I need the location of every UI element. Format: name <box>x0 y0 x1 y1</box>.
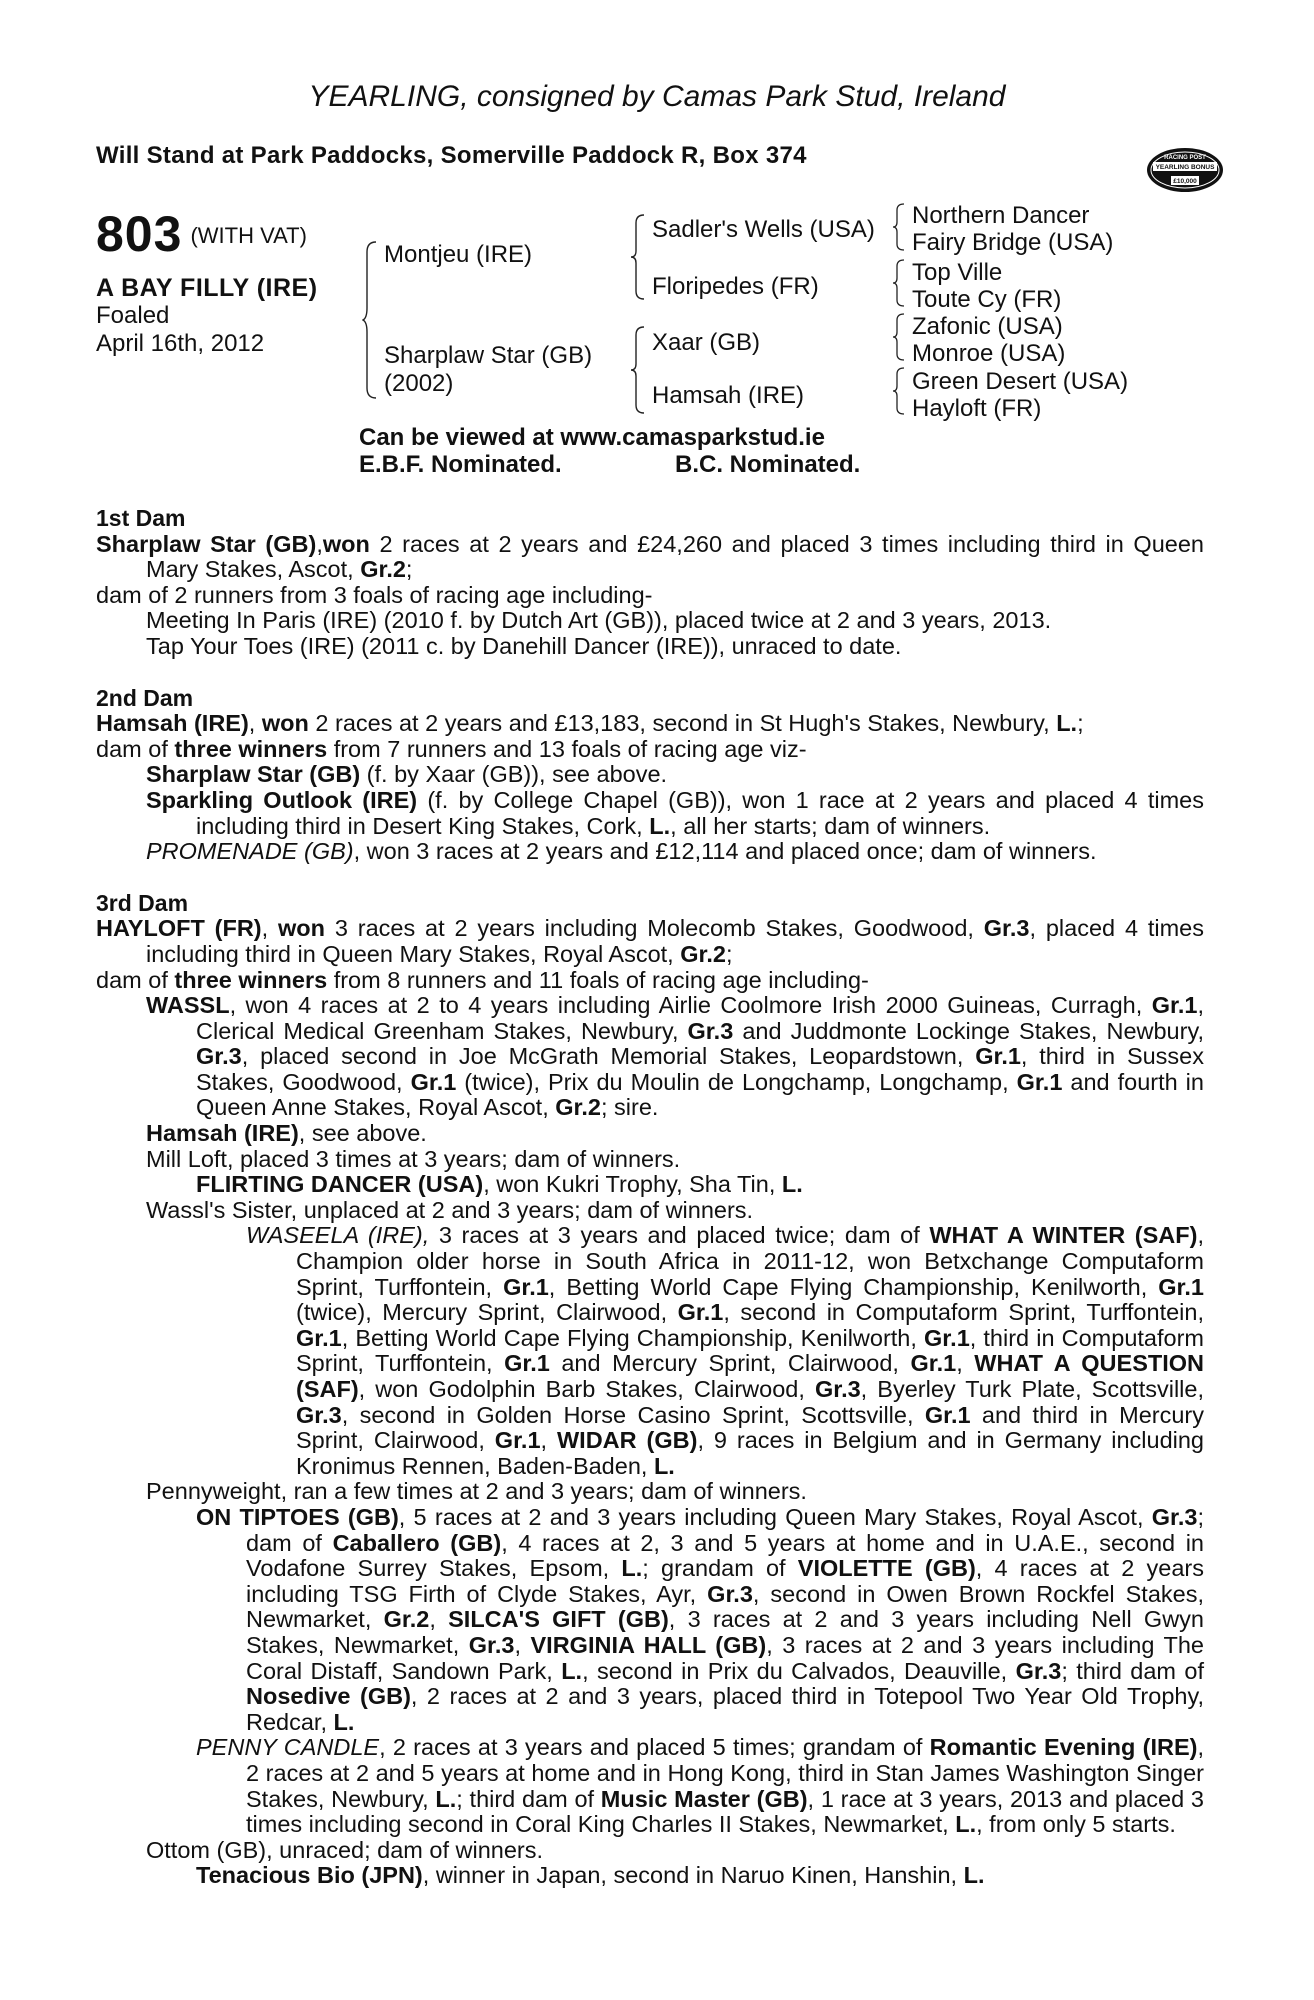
lot-description: A BAY FILLY (IRE) <box>96 274 318 302</box>
text-segment: , Clerical Medical Greenham Stakes, Newbury, <box>196 992 1204 1044</box>
bold-text: Gr.1 <box>494 1427 541 1454</box>
text-segment: , won 3 races at 2 years and £12,114 and placed once; dam of winners. <box>353 838 1097 865</box>
bold-text: Gr.1 <box>504 1350 550 1377</box>
ggp-2: Fairy Bridge (USA) <box>912 229 1114 256</box>
text-segment: , placed second in Joe McGrath Memorial Stakes, Leopardstown, <box>241 1043 976 1070</box>
dam-records <box>96 480 1204 1889</box>
bold-text: Gr.1 <box>503 1273 549 1300</box>
text-segment: (twice), Prix du Moulin de Longchamp, Longchamp, <box>456 1068 1017 1095</box>
text-segment: 3 races at 3 years and placed twice; dam of <box>429 1222 930 1249</box>
badge-mid-text: YEARLING BONUS <box>1155 164 1215 171</box>
text-segment: (twice), Mercury Sprint, Clairwood, <box>296 1299 678 1326</box>
text-segment: Mill Loft, placed 3 times at 3 years; dam of winners. <box>146 1145 681 1172</box>
ebf-nominated: E.B.F. Nominated. <box>359 451 562 478</box>
record-paragraph <box>96 968 1204 994</box>
ggp-1: Northern Dancer <box>912 202 1090 229</box>
bold-text: L. <box>435 1785 457 1812</box>
bold-text: SILCA'S GIFT (GB) <box>448 1606 669 1633</box>
bold-text: three winners <box>174 966 328 993</box>
bold-text: VIOLETTE (GB) <box>797 1555 976 1582</box>
record-paragraph <box>96 1735 1204 1837</box>
record-paragraph <box>96 839 1204 865</box>
text-segment: dam of 2 runners from 3 foals of racing age including- <box>96 581 653 608</box>
sire-name: Montjeu (IRE) <box>384 241 533 268</box>
pedigree-brace-main <box>362 240 378 400</box>
text-segment: , second in Owen Brown Rockfel Stakes, Newmarket, <box>246 1580 1204 1633</box>
ggp-3: Top Ville <box>912 259 1003 286</box>
text-segment: , second in Golden Horse Casino Sprint, Scottsville, <box>341 1401 925 1428</box>
italic-text: WASEELA (IRE), <box>246 1222 430 1249</box>
text-segment: Wassl's Sister, unplaced at 2 and 3 years; dam of winners. <box>146 1196 754 1223</box>
dam-year: (2002) <box>384 370 454 397</box>
text-segment: ; third dam of <box>456 1785 601 1812</box>
sire-dam-name: Floripedes (FR) <box>652 273 819 300</box>
bold-text: won <box>261 710 309 737</box>
text-segment: and fourth in Queen Anne Stakes, Royal Ascot, <box>196 1068 1204 1121</box>
dam-dam-name: Hamsah (IRE) <box>652 382 805 409</box>
brace-ggp-1 <box>892 202 906 252</box>
bold-text: Gr.1 <box>975 1043 1021 1070</box>
text-segment: , 4 races at 2 years including TSG Firth of Clyde Stakes, Ayr, <box>246 1555 1205 1607</box>
bold-text: Gr.1 <box>410 1068 457 1095</box>
bold-text: Gr.2 <box>383 1606 430 1633</box>
text-segment: Ottom (GB), unraced; dam of winners. <box>146 1836 544 1863</box>
bold-text: Gr.1 <box>924 1324 970 1351</box>
text-segment: , won Kukri Trophy, Sha Tin, <box>483 1171 782 1198</box>
text-segment: (f. by College Chapel (GB)), won 1 race at 2 years and placed 4 times including third in Desert King Stakes, Cork, <box>196 786 1204 839</box>
text-segment: Meeting In Paris (IRE) (2010 f. by Dutch Art (GB)), placed twice at 2 and 3 years, 2013. <box>146 607 1052 634</box>
text-segment: , winner in Japan, second in Naruo Kinen, Hanshin, <box>422 1862 964 1889</box>
text-segment: , <box>429 1606 449 1633</box>
record-paragraph <box>96 608 1204 634</box>
text-segment: , 5 races at 2 and 3 years including Queen Mary Stakes, Royal Ascot, <box>398 1503 1152 1530</box>
dam-name: Sharplaw Star (GB) <box>384 342 593 369</box>
record-paragraph <box>96 1838 1204 1864</box>
record-paragraph <box>96 762 1204 788</box>
ggp-5: Zafonic (USA) <box>912 313 1063 340</box>
record-paragraph <box>96 1147 1204 1173</box>
text-segment: , <box>514 1631 531 1658</box>
text-segment: 2 races at 2 years and £13,183, second in St Hugh's Stakes, Newbury, <box>308 710 1057 737</box>
bold-text: Gr.3 <box>814 1376 861 1402</box>
bold-text: Hamsah (IRE) <box>146 1120 299 1147</box>
bold-text: Gr.3 <box>983 915 1030 942</box>
bold-text: L. <box>781 1171 803 1198</box>
bold-text: Gr.1 <box>924 1401 971 1428</box>
text-segment: ; <box>1077 710 1084 737</box>
text-segment: ; grandam of <box>642 1555 798 1582</box>
bold-text: L. <box>333 1708 355 1735</box>
viewing-note: Can be viewed at www.camasparkstud.ie <box>359 424 825 451</box>
bold-text: FLIRTING DANCER (USA) <box>196 1171 484 1198</box>
bold-text: Romantic Evening (IRE) <box>929 1734 1198 1761</box>
bold-text: ON TIPTOES (GB) <box>196 1503 399 1530</box>
bold-text: Gr.3 <box>468 1631 515 1658</box>
ggp-6: Monroe (USA) <box>912 340 1066 367</box>
record-paragraph <box>96 1505 1204 1735</box>
text-segment: , second in Computaform Sprint, Turffontein, <box>723 1299 1204 1326</box>
bold-text: Sharplaw Star (GB) <box>96 530 317 557</box>
text-segment: from 7 runners and 13 foals of racing age viz- <box>327 735 807 762</box>
text-segment: Tap Your Toes (IRE) (2011 c. by Danehill Dancer (IRE)), unraced to date. <box>146 632 902 659</box>
text-segment: 2 races at 2 years and £24,260 and placed 3 times including third in Queen Mary Stakes, Ascot, <box>146 530 1204 583</box>
bold-text: Hamsah (IRE) <box>96 710 249 737</box>
bold-text: L. <box>955 1811 977 1838</box>
bold-text: three winners <box>174 735 328 762</box>
text-segment: , Byerley Turk Plate, Scottsville, <box>860 1376 1204 1402</box>
dam-sire-name: Xaar (GB) <box>652 329 761 356</box>
bold-text: VIRGINIA HALL (GB) <box>530 1631 767 1658</box>
bold-text: WHAT A QUESTION (SAF) <box>296 1350 1205 1402</box>
text-segment: , <box>248 710 262 737</box>
bold-text: L. <box>649 812 671 839</box>
vat-label: (WITH VAT) <box>190 223 307 248</box>
text-segment: , see above. <box>298 1120 427 1147</box>
record-paragraph <box>96 711 1204 737</box>
brace-ggp-3 <box>892 312 906 362</box>
record-paragraph <box>96 916 1204 967</box>
pedigree-brace-sire <box>630 213 646 301</box>
italic-text: PENNY CANDLE <box>196 1734 380 1761</box>
ggp-8: Hayloft (FR) <box>912 395 1042 422</box>
bold-text: L. <box>653 1452 675 1479</box>
text-segment: , 3 races at 2 and 3 years including The Coral Distaff, Sandown Park, <box>246 1631 1204 1684</box>
bold-text: Gr.1 <box>1151 992 1198 1019</box>
pedigree-brace-dam <box>630 325 646 415</box>
text-segment: , placed 4 times including third in Queen Mary Stakes, Royal Ascot, <box>146 915 1205 967</box>
record-paragraph <box>96 583 1204 609</box>
text-segment: , <box>261 915 278 942</box>
text-segment: ; <box>405 556 413 583</box>
bold-text: Gr.2 <box>680 940 726 967</box>
record-paragraph <box>96 1863 1204 1889</box>
text-segment: , second in Prix du Calvados, Deauville, <box>582 1657 1016 1684</box>
bold-text: Gr.3 <box>1015 1657 1062 1684</box>
text-segment: , all her starts; dam of winners. <box>670 812 991 839</box>
bold-text: won <box>322 530 370 557</box>
text-segment: from 8 runners and 11 foals of racing age including- <box>327 966 869 993</box>
bold-text: Gr.1 <box>1016 1068 1063 1095</box>
bold-text: L. <box>621 1555 643 1582</box>
bold-text: Nosedive (GB) <box>246 1683 411 1710</box>
stand-location: Will Stand at Park Paddocks, Somerville Paddock R, Box 374 <box>96 142 807 169</box>
text-segment: , won Godolphin Barb Stakes, Clairwood, <box>358 1376 815 1402</box>
record-paragraph <box>96 1479 1204 1505</box>
badge-amount-text: £10,000 <box>1173 178 1197 185</box>
bold-text: L. <box>963 1862 985 1889</box>
bold-text: L. <box>561 1657 583 1684</box>
record-paragraph <box>96 737 1204 763</box>
text-segment: , <box>956 1350 975 1377</box>
record-paragraph <box>96 1172 1204 1198</box>
badge-top-text: RACING POST <box>1164 155 1206 161</box>
text-segment: , 1 race at 3 years, 2013 and placed 3 times including second in Coral King Charles II Stakes, Newmarket, <box>246 1785 1204 1838</box>
bold-text: Gr.3 <box>196 1043 242 1070</box>
text-segment: dam of <box>96 735 175 762</box>
bold-text: Gr.2 <box>360 556 406 583</box>
text-segment: , 4 races at 2, 3 and 5 years at home and in U.A.E., second in Vodafone Surrey Stakes, Epsom, <box>246 1529 1204 1582</box>
lot-number-value: 803 <box>96 206 183 262</box>
text-segment: and Mercury Sprint, Clairwood, <box>549 1350 911 1377</box>
text-segment: , 2 races at 3 years and placed 5 times; grandam of <box>379 1734 930 1761</box>
section-heading: 2nd Dam <box>96 684 194 711</box>
text-segment: , third in Sussex Stakes, Goodwood, <box>196 1043 1205 1095</box>
text-segment: , 3 races at 2 and 3 years including Nell Gwyn Stakes, Newmarket, <box>246 1606 1205 1658</box>
bold-text: Gr.3 <box>1151 1503 1198 1530</box>
record-paragraph <box>96 532 1204 583</box>
foaled-label: Foaled <box>96 302 170 329</box>
text-segment: , from only 5 starts. <box>976 1811 1176 1838</box>
text-segment: , Betting World Cape Flying Championship, Kenilworth, <box>341 1324 925 1351</box>
bc-nominated: B.C. Nominated. <box>675 451 861 478</box>
bold-text: Music Master (GB) <box>600 1785 808 1812</box>
record-paragraph <box>96 788 1204 839</box>
record-paragraph <box>96 1198 1204 1224</box>
sire-sire-name: Sadler's Wells (USA) <box>652 216 875 243</box>
section-heading: 3rd Dam <box>96 889 189 916</box>
ggp-7: Green Desert (USA) <box>912 368 1129 395</box>
record-paragraph <box>96 634 1204 660</box>
text-segment: (f. by Xaar (GB)), see above. <box>360 761 668 788</box>
text-segment: ; third dam of <box>1061 1657 1204 1684</box>
bold-text: Sharplaw Star (GB) <box>146 761 361 788</box>
bold-text: Gr.3 <box>707 1580 753 1607</box>
text-segment: , 2 races at 2 and 3 years, placed third in Totepool Two Year Old Trophy, Redcar, <box>246 1683 1204 1735</box>
section-heading: 1st Dam <box>96 505 186 531</box>
text-segment: , Betting World Cape Flying Championship, Kenilworth, <box>548 1273 1159 1300</box>
bold-text: Tenacious Bio (JPN) <box>196 1862 423 1889</box>
text-segment: ; dam of <box>246 1503 1204 1556</box>
bold-text: Gr.1 <box>296 1324 342 1351</box>
text-segment: ; <box>725 940 733 967</box>
yearling-bonus-badge <box>1145 140 1225 202</box>
bold-text: WASSL <box>146 992 230 1019</box>
text-segment: and third in Mercury Sprint, Clairwood, <box>296 1401 1204 1454</box>
text-segment: Pennyweight, ran a few times at 2 and 3 years; dam of winners. <box>146 1478 807 1505</box>
record-paragraph <box>96 1223 1204 1479</box>
text-segment: , 9 races in Belgium and in Germany including Kronimus Rennen, Baden-Baden, <box>296 1427 1205 1479</box>
bold-text: Gr.1 <box>910 1350 957 1377</box>
bold-text: won <box>278 915 325 942</box>
bold-text: WHAT A WINTER (SAF) <box>929 1222 1198 1249</box>
consignor-header: YEARLING, consigned by Camas Park Stud, Ireland <box>308 80 1006 113</box>
bold-text: Caballero (GB) <box>332 1529 502 1556</box>
bold-text: WIDAR (GB) <box>557 1427 698 1454</box>
text-segment: , won 4 races at 2 to 4 years including Airlie Coolmore Irish 2000 Guineas, Curragh, <box>229 992 1152 1019</box>
italic-text: PROMENADE (GB) <box>146 838 354 865</box>
bold-text: Gr.1 <box>677 1299 724 1326</box>
text-segment: and Juddmonte Lockinge Stakes, Newbury, <box>733 1017 1204 1044</box>
ggp-4: Toute Cy (FR) <box>912 286 1062 313</box>
bold-text: L. <box>1056 710 1078 737</box>
bold-text: Gr.1 <box>1158 1273 1204 1300</box>
text-segment: ; sire. <box>600 1094 659 1121</box>
text-segment: , Champion older horse in South Africa in 2011-12, won Betxchange Computaform Sprint, Turffontein, <box>296 1222 1204 1300</box>
lot-number <box>96 205 307 263</box>
bold-text: Sparkling Outlook (IRE) <box>146 786 418 813</box>
record-paragraph <box>96 1121 1204 1147</box>
foaled-date: April 16th, 2012 <box>96 330 265 357</box>
text-segment: 3 races at 2 years including Molecomb Stakes, Goodwood, <box>325 915 984 942</box>
text-segment: , third in Computaform Sprint, Turffontein, <box>296 1324 1204 1377</box>
bold-text: Gr.3 <box>296 1401 342 1428</box>
bold-text: Gr.2 <box>555 1094 601 1121</box>
brace-ggp-2 <box>892 258 906 308</box>
text-segment: , <box>540 1427 557 1454</box>
text-segment: , 2 races at 2 and 5 years at home and in Hong Kong, third in Stan James Washington Singer Stakes, Newbury, <box>246 1734 1204 1812</box>
bold-text: Gr.3 <box>687 1017 734 1044</box>
bold-text: HAYLOFT (FR) <box>96 915 262 942</box>
record-paragraph <box>96 993 1204 1121</box>
text-segment: dam of <box>96 966 175 993</box>
text-segment: , <box>316 530 323 557</box>
brace-ggp-4 <box>892 366 906 416</box>
